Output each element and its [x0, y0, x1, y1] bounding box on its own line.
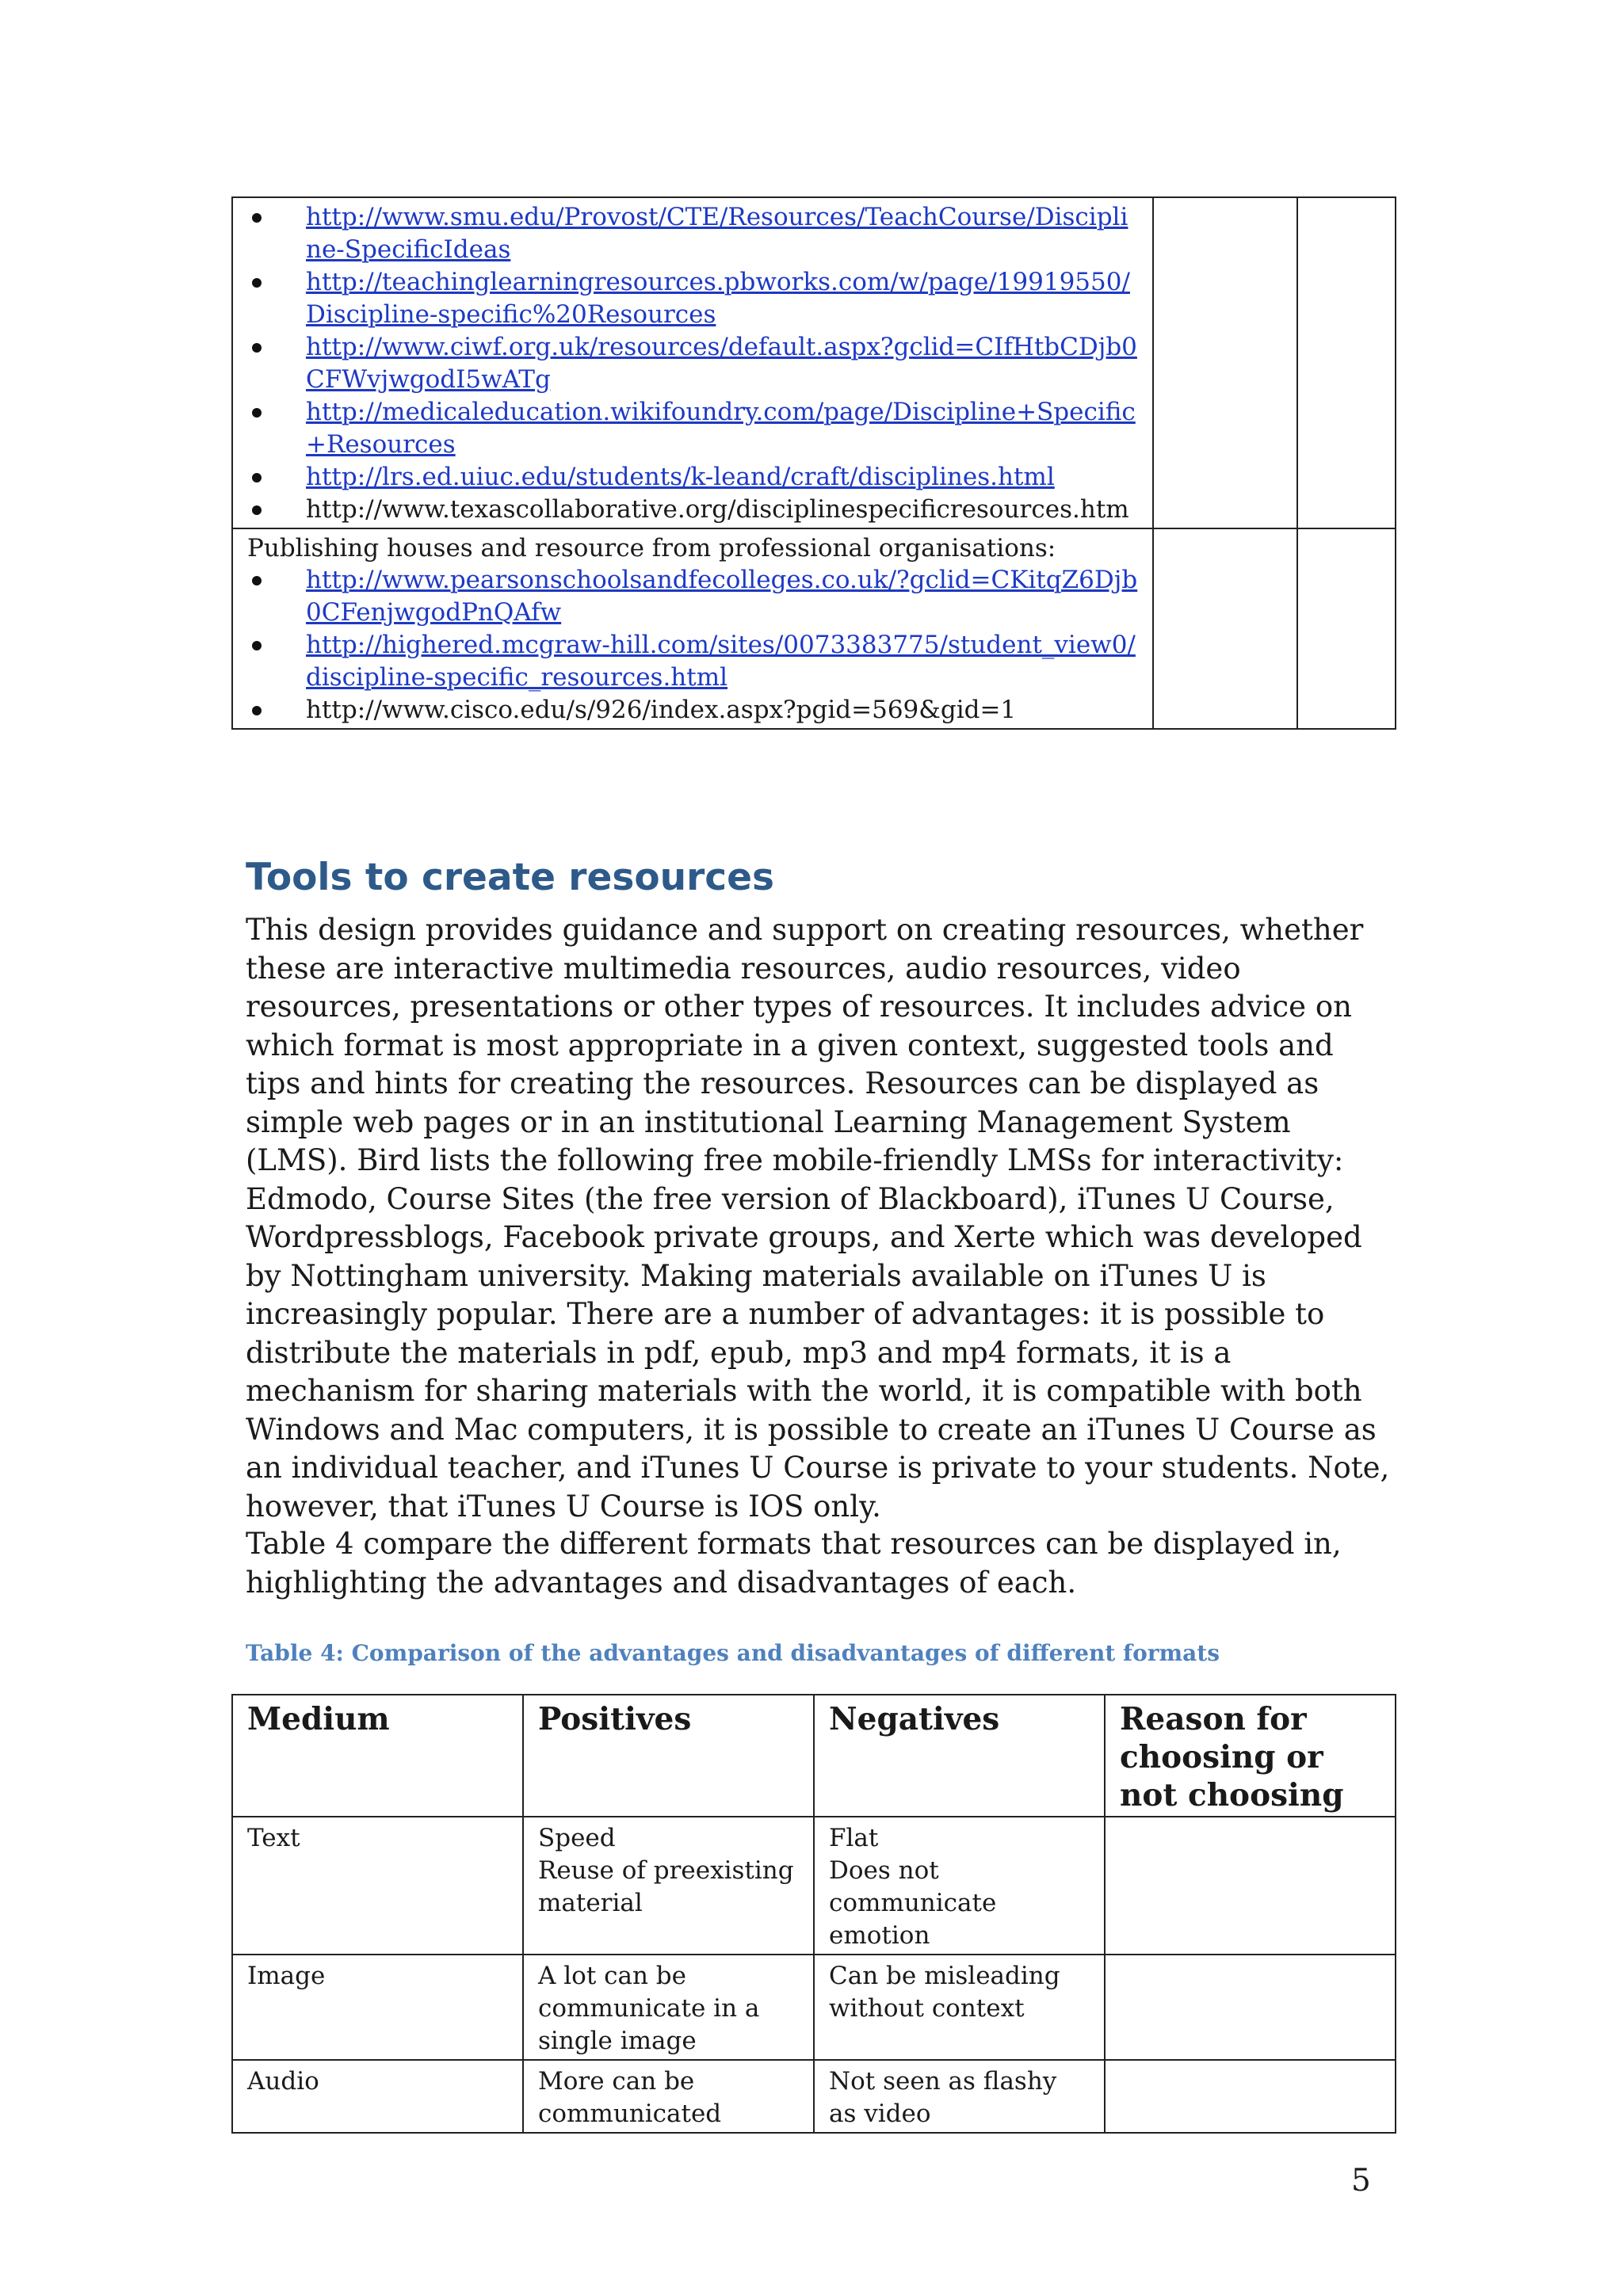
resource-link-mcgraw-hill[interactable]: http://highered.mcgraw-hill.com/sites/0073383775/student_view0/discipline-specific_resources.html [247, 629, 1138, 694]
resource-link-pbworks[interactable]: http://teachinglearningresources.pbworks.com/w/page/19919550/Discipline-specific%20Resources [247, 266, 1138, 331]
table-row [232, 2060, 1396, 2133]
cell-line: Flat [829, 1824, 879, 1852]
cell-negatives [814, 1955, 1105, 2060]
cell-line: Does not communicate emotion [829, 1856, 997, 1950]
resource-link-smu[interactable]: http://www.smu.edu/Provost/CTE/Resources/TeachCourse/Discipline-SpecificIdeas [247, 201, 1138, 266]
table-row [232, 1955, 1396, 2060]
header-positives: Positives [523, 1695, 814, 1817]
resource-link-ciwf[interactable]: http://www.ciwf.org.uk/resources/default.aspx?gclid=CIfHtbCDjb0CFWvjwgodI5wATg [247, 331, 1138, 396]
resource-link-uiuc[interactable]: http://lrs.ed.uiuc.edu/students/k-leand/craft/disciplines.html [247, 461, 1138, 494]
resource-link-wikifoundry[interactable]: http://medicaleducation.wikifoundry.com/page/Discipline+Specific+Resources [247, 396, 1138, 461]
publishers-heading: Publishing houses and resource from professional organisations: [247, 534, 1056, 563]
resource-link-pearson[interactable]: http://www.pearsonschoolsandfecolleges.co.uk/?gclid=CKitqZ6Djb0CFenjwgodPnQAfw [247, 564, 1138, 629]
cell-reason [1105, 1955, 1396, 2060]
resources-row [232, 528, 1396, 729]
cell-medium: Text [232, 1817, 523, 1955]
cell-medium: Audio [232, 2060, 523, 2133]
resource-list [247, 201, 1138, 526]
resource-text-texascollaborative: http://www.texascollaborative.org/disciplinespecificresources.htm [247, 494, 1138, 526]
cell-line: Speed [538, 1824, 616, 1852]
header-medium: Medium [232, 1695, 523, 1817]
resource-list [247, 564, 1138, 727]
cell-line: Can be misleading without context [829, 1962, 1060, 2023]
cell-reason [1105, 1817, 1396, 1955]
page-number: 5 [1351, 2163, 1371, 2199]
resource-text-cisco: http://www.cisco.edu/s/926/index.aspx?pgid=569&gid=1 [247, 694, 1138, 727]
empty-cell [1297, 528, 1396, 729]
resources-row [232, 197, 1396, 528]
body-paragraph: This design provides guidance and support on creating resources, whether these are interactive multimedia resources, audio resources, video resources, presentations or other types of resources. It includes advice on which format is most appropriate in a given context, suggested tools and tips and hints for creating the resources. Resources can be displayed as simple web pages or in an institutional Learning Management System (LMS). Bird lists the following free mobile-friendly LMSs for interactivity: Edmodo, Course Sites (the free version of Blackboard), iTunes U Course, Wordpressblogs, Facebook private groups, and Xerte which was developed by Nottingham university. Making materials available on iTunes U is increasingly popular. There are a number of advantages: it is possible to distribute the materials in pdf, epub, mp3 and mp4 formats, it is a mechanism for sharing materials with the world, it is compatible with both Windows and Mac computers, it is possible to create an iTunes U Course as an individual teacher, and iTunes U Course is private to your students. Note, however, that iTunes U Course is IOS only. [246, 913, 1390, 1524]
cell-medium: Image [232, 1955, 523, 2060]
resources-cell [232, 528, 1153, 729]
cell-line: More can be communicated [538, 2067, 722, 2128]
resources-cell [232, 197, 1153, 528]
table-row [232, 1817, 1396, 1955]
resources-table [231, 196, 1396, 730]
cell-positives [523, 1817, 814, 1955]
section-title: Tools to create resources [246, 856, 774, 899]
cell-reason [1105, 2060, 1396, 2133]
cell-line: Not seen as flashy as video [829, 2067, 1057, 2128]
table-header-row [232, 1695, 1396, 1817]
cell-line: Reuse of preexisting material [538, 1856, 794, 1917]
cell-line: A lot can be communicate in a single image [538, 1962, 760, 2055]
body-paragraph: Table 4 compare the different formats that resources can be displayed in, highlighting the advantages and disadvantages of each. [246, 1527, 1342, 1600]
cell-negatives [814, 2060, 1105, 2133]
cell-positives [523, 2060, 814, 2133]
empty-cell [1297, 197, 1396, 528]
header-reason: Reason for choosing or not choosing [1105, 1695, 1396, 1817]
cell-positives [523, 1955, 814, 2060]
empty-cell [1153, 528, 1297, 729]
header-negatives: Negatives [814, 1695, 1105, 1817]
comparison-table [231, 1694, 1396, 2134]
cell-negatives [814, 1817, 1105, 1955]
empty-cell [1153, 197, 1297, 528]
table-caption: Table 4: Comparison of the advantages and disadvantages of different formats [246, 1640, 1220, 1666]
